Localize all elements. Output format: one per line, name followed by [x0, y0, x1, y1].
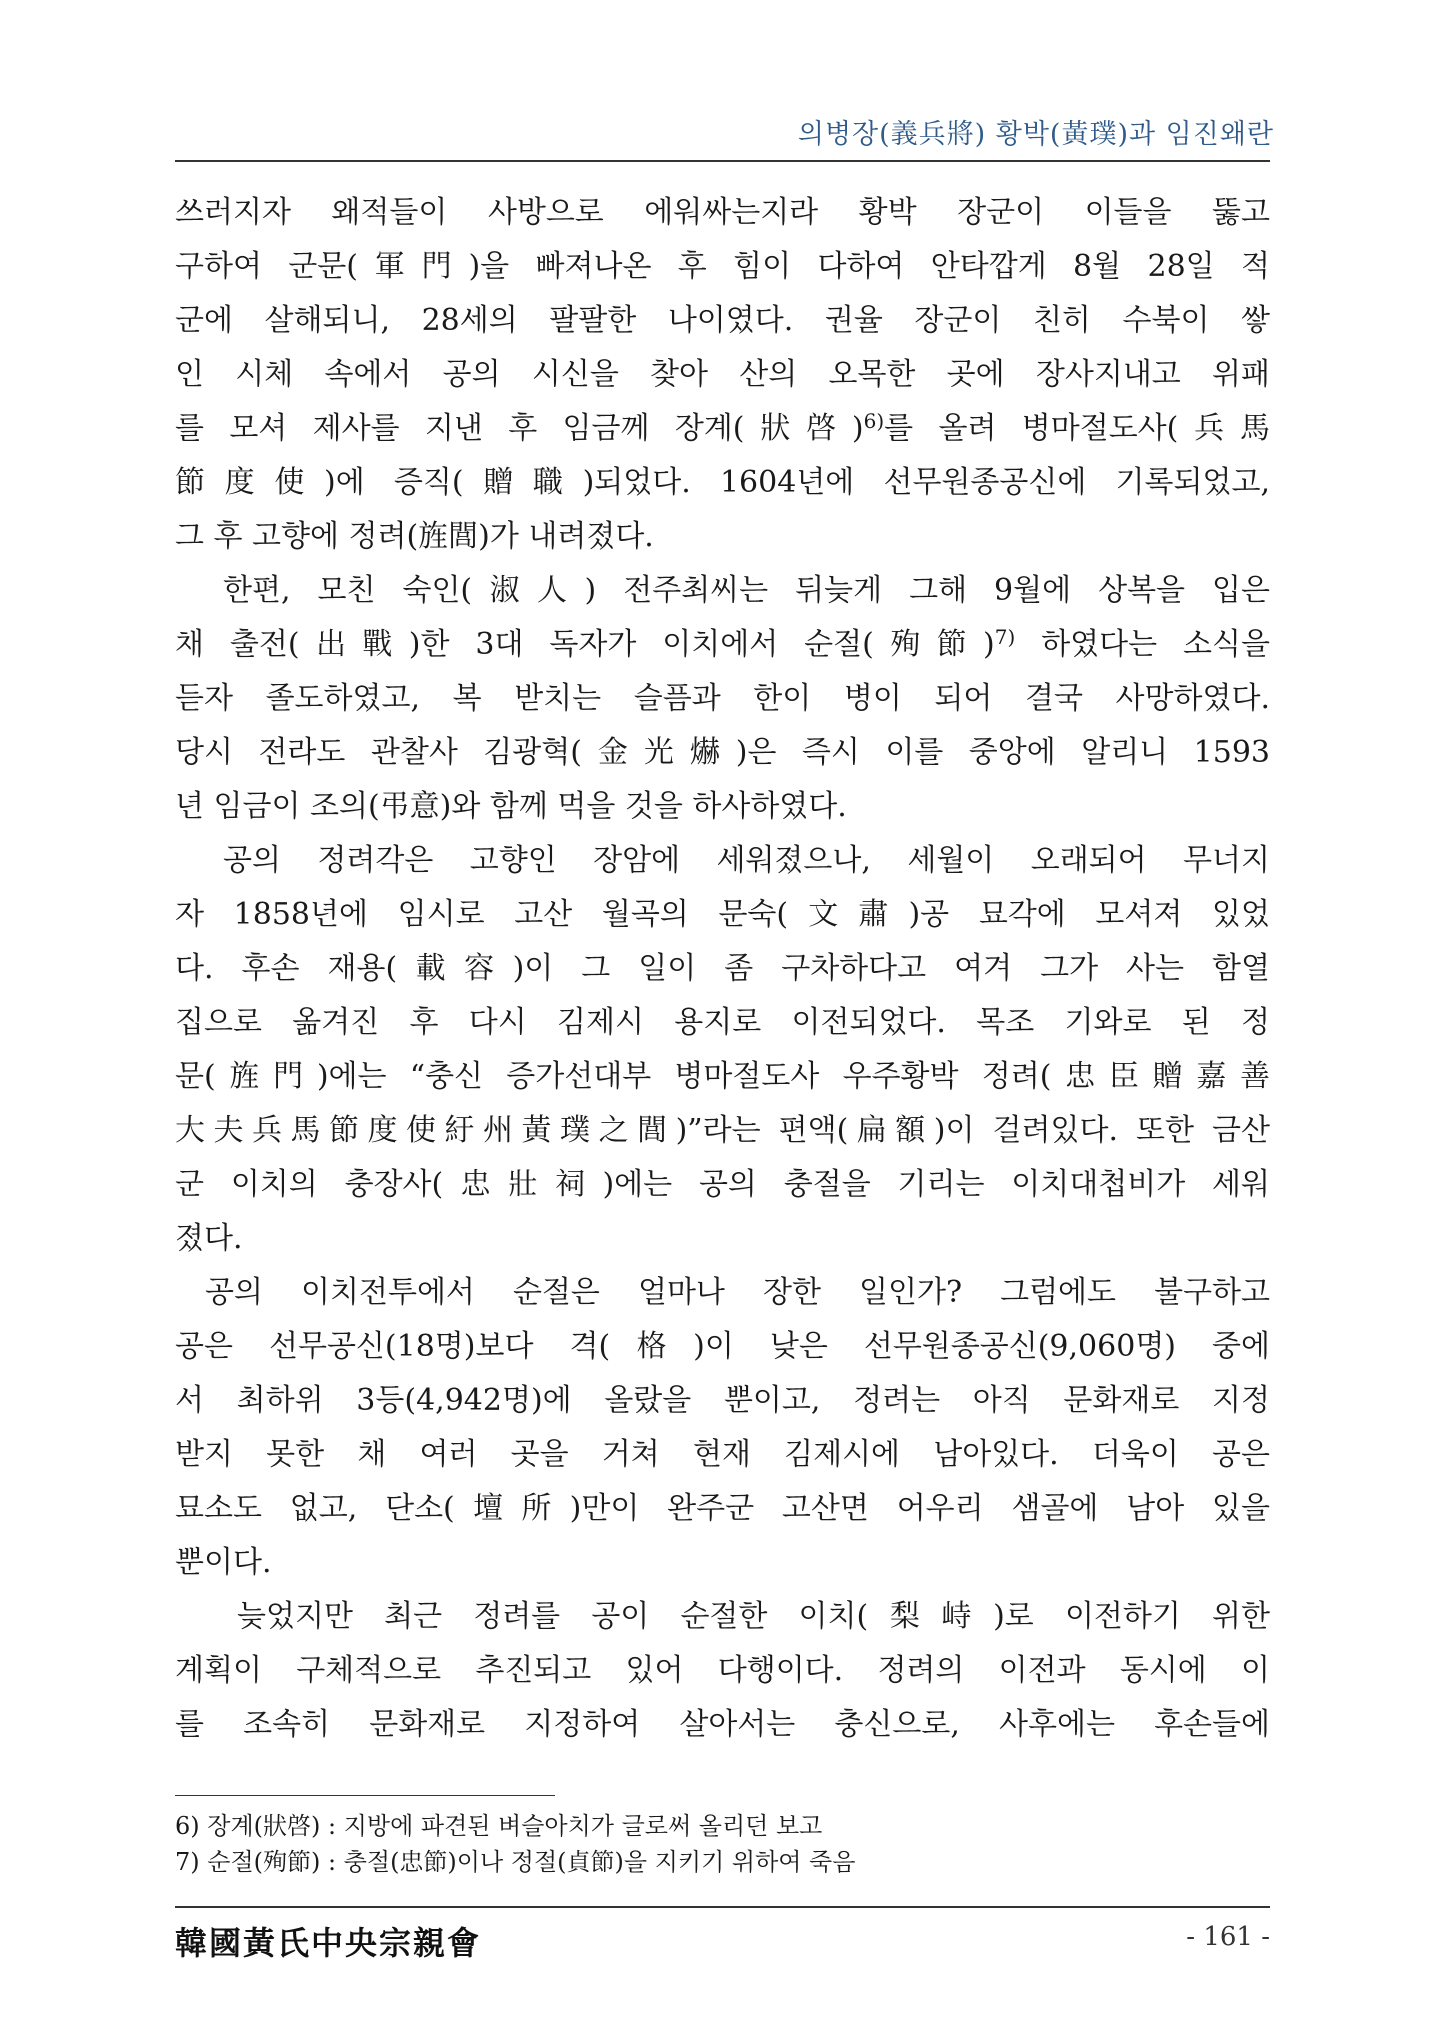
footnotes — [175, 1808, 1270, 1880]
body-line: 묘소도 없고, 단소(壇所)만이 완주군 고산면 어우리 샘골에 남아 있을 — [175, 1491, 1270, 1526]
body-line: 節度使)에 증직(贈職)되었다. 1604년에 선무원종공신에 기록되었고, — [175, 465, 1270, 500]
footnote-ref-6: 6) — [863, 409, 885, 433]
body-line: 문(旌門)에는 “충신 증가선대부 병마절도사 우주황박 정려(忠臣贈嘉善 — [175, 1059, 1270, 1094]
body-line: 뿐이다. — [175, 1545, 272, 1580]
body-line-segment: 를 올려 병마절도사(兵馬 — [884, 411, 1270, 446]
footnote-7: 7) 순절(殉節) : 충절(忠節)이나 정절(貞節)을 지키기 위하여 죽음 — [175, 1848, 856, 1876]
footnote-ref-7: 7) — [994, 625, 1016, 649]
body-line: 자 1858년에 임시로 고산 월곡의 문숙(文肅)공 묘각에 모셔져 있었 — [175, 897, 1270, 932]
body-line: 인 시체 속에서 공의 시신을 찾아 산의 오목한 곳에 장사지내고 위패 — [175, 357, 1270, 392]
body-line — [175, 618, 1270, 672]
body-line-segment: 채 출전(出戰)한 3대 독자가 이치에서 순절(殉節) — [175, 627, 995, 662]
body-line: 다. 후손 재용(載容)이 그 일이 좀 구차하다고 여겨 그가 사는 함열 — [175, 951, 1270, 986]
body-line-segment: 를 모셔 제사를 지낸 후 임금께 장계(狀啓) — [175, 411, 864, 446]
body-line: 그 후 고향에 정려(旌閭)가 내려졌다. — [175, 519, 654, 554]
body-line: 한편, 모친 숙인(淑人) 전주최씨는 뒤늦게 그해 9월에 상복을 입은 — [223, 573, 1270, 608]
footer-divider — [175, 1906, 1270, 1908]
body-line: 졌다. — [175, 1221, 243, 1256]
body-line: 년 임금이 조의(弔意)와 함께 먹을 것을 하사하였다. — [175, 789, 847, 824]
body-line: 大夫兵馬節度使紆州黃璞之閭)”라는 편액(扁額)이 걸려있다. 또한 금산 — [175, 1113, 1270, 1148]
body-line: 군에 살해되니, 28세의 팔팔한 나이였다. 권율 장군이 친히 수북이 쌓 — [175, 303, 1270, 338]
body-line: 공의 이치전투에서 순절은 얼마나 장한 일인가? 그럼에도 불구하고 — [205, 1275, 1270, 1310]
body-line: 쓰러지자 왜적들이 사방으로 에워싸는지라 황박 장군이 이들을 뚫고 — [175, 195, 1270, 230]
running-header-title: 의병장(義兵將) 황박(黃璞)과 임진왜란 — [797, 119, 1274, 150]
body-line: 계획이 구체적으로 추진되고 있어 다행이다. 정려의 이전과 동시에 이 — [175, 1653, 1270, 1688]
footer-organization-name: 韓國黃氏中央宗親會 — [175, 1924, 482, 1962]
body-text — [175, 186, 1270, 1752]
footnote-6: 6) 장계(狀啓) : 지방에 파견된 벼슬아치가 글로써 올리던 보고 — [175, 1812, 823, 1840]
header-divider — [175, 160, 1270, 162]
body-line: 구하여 군문(軍門)을 빠져나온 후 힘이 다하여 안타깝게 8월 28일 적 — [175, 249, 1270, 284]
body-line: 서 최하위 3등(4,942명)에 올랐을 뿐이고, 정려는 아직 문화재로 지정 — [175, 1383, 1270, 1418]
body-line: 늦었지만 최근 정려를 공이 순절한 이치(梨峙)로 이전하기 위한 — [237, 1599, 1270, 1634]
body-line: 군 이치의 충장사(忠壯祠)에는 공의 충절을 기리는 이치대첩비가 세워 — [175, 1167, 1270, 1202]
footnote-divider — [175, 1795, 555, 1796]
body-line: 받지 못한 채 여러 곳을 거쳐 현재 김제시에 남아있다. 더욱이 공은 — [175, 1437, 1270, 1472]
body-line: 를 조속히 문화재로 지정하여 살아서는 충신으로, 사후에는 후손들에 — [175, 1707, 1270, 1742]
body-line: 당시 전라도 관찰사 김광혁(金光爀)은 즉시 이를 중앙에 알리니 1593 — [175, 735, 1270, 770]
body-line-segment: 하였다는 소식을 — [1015, 627, 1270, 662]
page-number: - 161 - — [1186, 1922, 1270, 1952]
body-line: 공은 선무공신(18명)보다 격(格)이 낮은 선무원종공신(9,060명) 중에 — [175, 1329, 1270, 1364]
body-line: 듣자 졸도하였고, 복 받치는 슬픔과 한이 병이 되어 결국 사망하였다. — [175, 681, 1270, 716]
body-line — [175, 402, 1270, 456]
body-line: 집으로 옮겨진 후 다시 김제시 용지로 이전되었다. 목조 기와로 된 정 — [175, 1005, 1270, 1040]
body-line: 공의 정려각은 고향인 장암에 세워졌으나, 세월이 오래되어 무너지 — [223, 843, 1270, 878]
